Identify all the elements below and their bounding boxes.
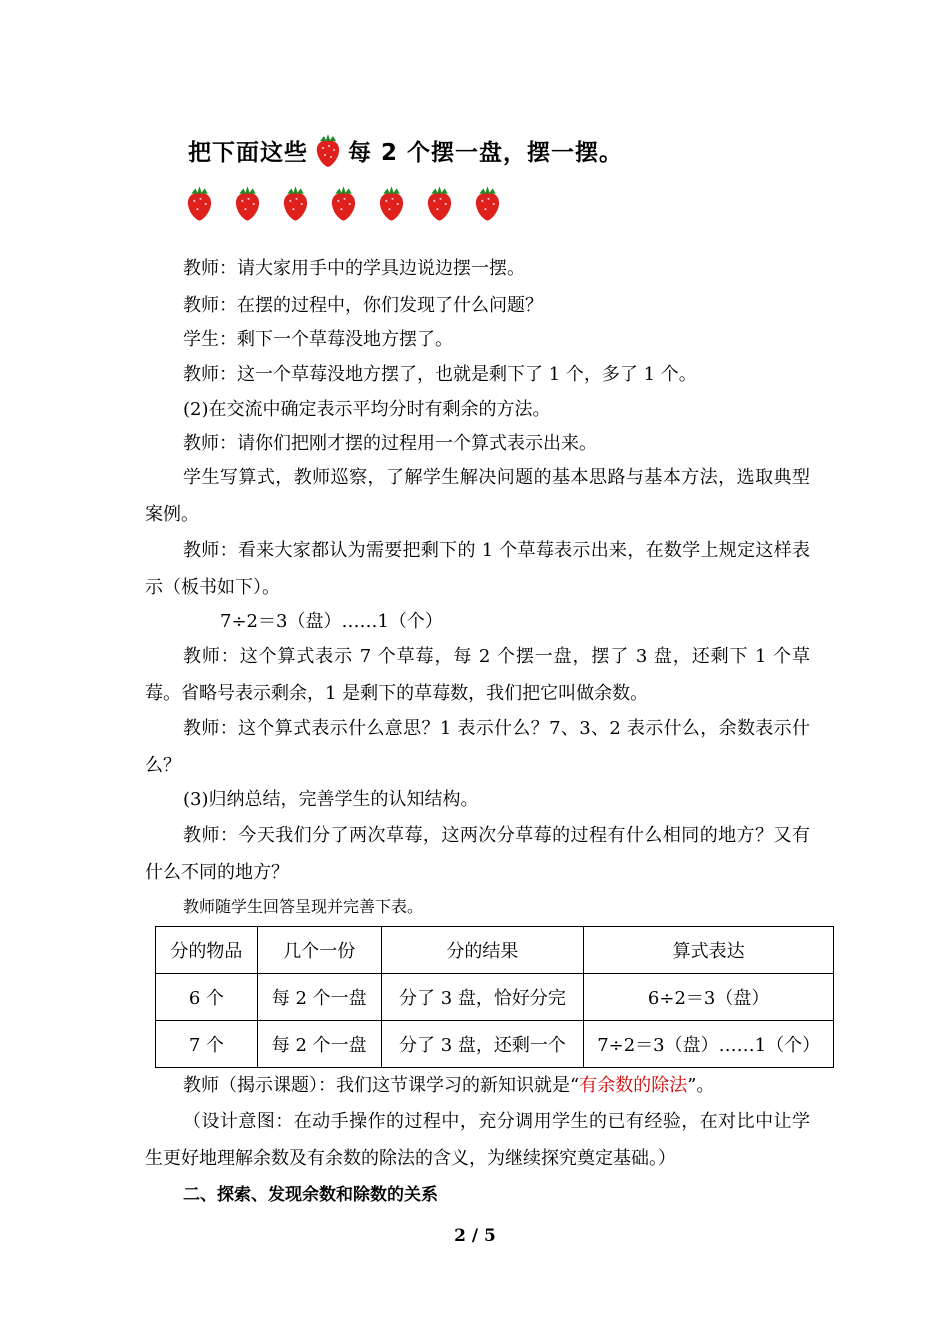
division-formula: 7÷2＝3（盘）……1（个） (220, 611, 443, 632)
reveal-topic-line (145, 1067, 810, 1104)
paragraph: 教师：这个算式表示 7 个草莓，每 2 个摆一盘，摆了 3 盘，还剩下 1 个草莓。省略号表示剩余，1 是剩下的草莓数，我们把它叫做余数。 (145, 646, 810, 704)
paragraph: (3)归纳总结，完善学生的认知结构。 (183, 789, 479, 810)
table-cell: 7÷2＝3（盘）……1（个） (584, 1021, 834, 1068)
comparison-table (155, 926, 834, 1068)
table-cell: 每 2 个一盘 (257, 974, 381, 1021)
paragraph: 教师：看来大家都认为需要把剩下的 1 个草莓表示出来，在数学上规定这样表示（板书如下）。 (145, 540, 810, 598)
strawberry-icon (473, 184, 502, 222)
lesson-topic: 有余数的除法 (579, 1075, 688, 1096)
paragraph: 学生：剩下一个草莓没地方摆了。 (183, 329, 453, 350)
strawberry-icon (329, 184, 358, 222)
paragraph: 教师随学生回答呈现并完善下表。 (183, 897, 424, 916)
quote-close: ”。 (687, 1075, 715, 1096)
table-header: 几个一份 (257, 927, 381, 974)
table-row (156, 974, 834, 1021)
table-header: 算式表达 (584, 927, 834, 974)
intro-instruction (188, 130, 623, 170)
table-cell: 6÷2＝3（盘） (584, 974, 834, 1021)
quote-open: “ (570, 1075, 580, 1096)
page-number: 2 / 5 (454, 1226, 496, 1246)
paragraph: 教师：这个算式表示什么意思？1 表示什么？7、3、2 表示什么，余数表示什么？ (145, 718, 810, 776)
table-cell: 7 个 (156, 1021, 258, 1068)
strawberry-icon (281, 184, 310, 222)
section-heading: 二、探索、发现余数和除数的关系 (183, 1185, 438, 1205)
design-note: （设计意图：在动手操作的过程中，充分调用学生的已有经验，在对比中让学生更好地理解余数及有余数的除法的含义，为继续探究奠定基础。） (145, 1111, 810, 1169)
table-header: 分的结果 (381, 927, 584, 974)
intro-suffix: 每 2 个摆一盘，摆一摆。 (348, 139, 624, 166)
strawberry-icon (233, 184, 262, 222)
strawberry-icon (314, 132, 342, 168)
table-cell: 分了 3 盘，恰好分完 (381, 974, 584, 1021)
paragraph: 教师：这一个草莓没地方摆了，也就是剩下了 1 个，多了 1 个。 (183, 364, 697, 385)
table-header-row (156, 927, 834, 974)
paragraph: (2)在交流中确定表示平均分时有剩余的方法。 (183, 399, 551, 420)
table-row (156, 1021, 834, 1068)
table-cell: 6 个 (156, 974, 258, 1021)
paragraph: 学生写算式，教师巡察，了解学生解决问题的基本思路与基本方法，选取典型案例。 (145, 467, 810, 525)
paragraph: 教师：在摆的过程中，你们发现了什么问题？ (183, 295, 543, 316)
table-cell: 每 2 个一盘 (257, 1021, 381, 1068)
strawberry-icon (185, 184, 214, 222)
reveal-prefix: 教师（揭示课题）：我们这节课学习的新知识就是 (183, 1075, 570, 1096)
strawberry-icon (425, 184, 454, 222)
paragraph: 教师：请你们把刚才摆的过程用一个算式表示出来。 (183, 433, 597, 454)
paragraph: 教师：请大家用手中的学具边说边摆一摆。 (183, 258, 525, 279)
strawberry-icon (377, 184, 406, 222)
table-header: 分的物品 (156, 927, 258, 974)
strawberry-row (185, 184, 502, 222)
intro-prefix: 把下面这些 (188, 139, 308, 166)
paragraph: 教师：今天我们分了两次草莓，这两次分草莓的过程有什么相同的地方？又有什么不同的地方？ (145, 825, 810, 883)
table-cell: 分了 3 盘，还剩一个 (381, 1021, 584, 1068)
